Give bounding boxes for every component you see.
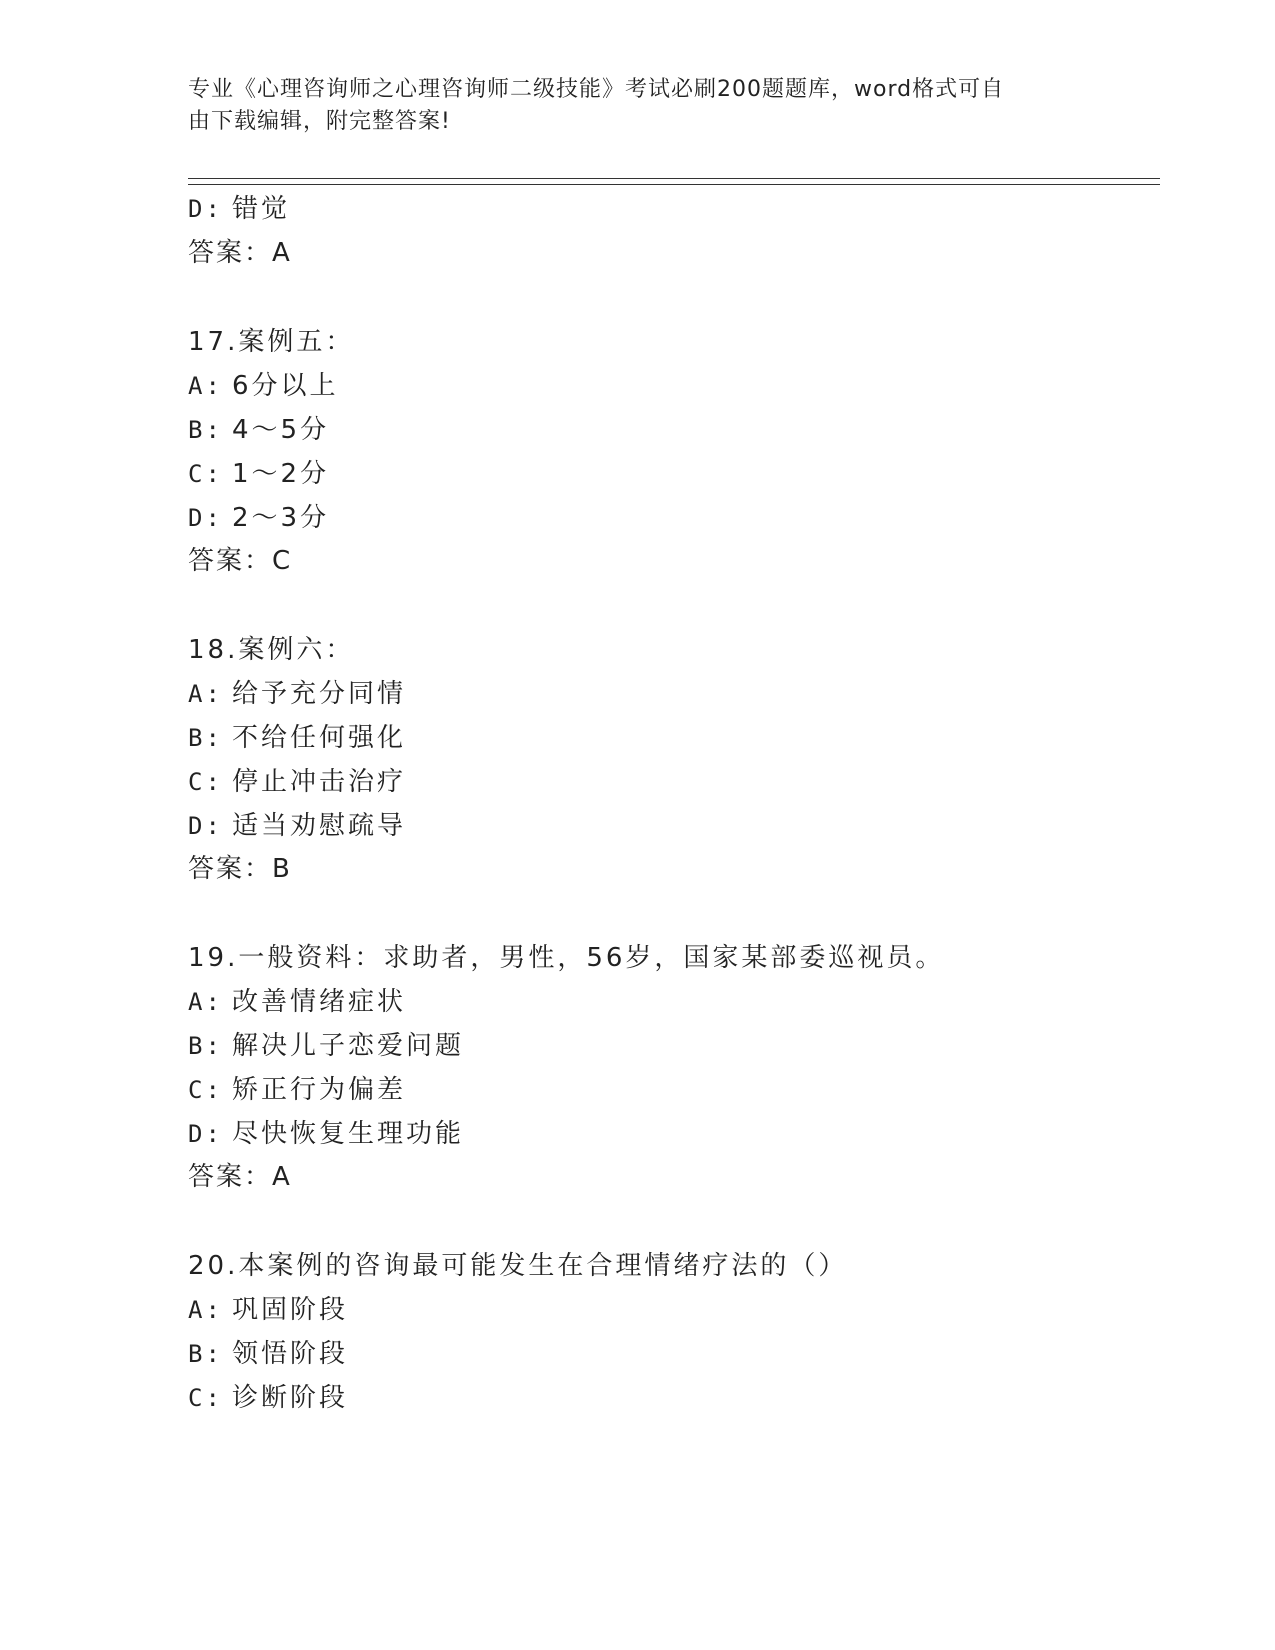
option-text: 2～3分 — [232, 503, 330, 533]
option-line — [188, 1117, 464, 1151]
option-line — [188, 1029, 464, 1063]
option-line — [188, 721, 406, 755]
question-stem: 18.案例六： — [188, 635, 355, 665]
option-text: 4～5分 — [232, 415, 330, 445]
option-line — [188, 1293, 348, 1327]
answer-line: 答案：A — [188, 1162, 292, 1192]
option-label: D: — [188, 1120, 223, 1148]
option-line — [188, 1381, 348, 1415]
option-text: 不给任何强化 — [232, 723, 407, 753]
option-text: 诊断阶段 — [232, 1383, 349, 1413]
option-line — [188, 1073, 406, 1107]
option-text: 1～2分 — [232, 459, 330, 489]
option-text: 解决儿子恋爱问题 — [232, 1031, 465, 1061]
option-label: D: — [188, 195, 223, 223]
option-text: 领悟阶段 — [232, 1339, 349, 1369]
option-label: C: — [188, 768, 223, 796]
option-text: 矫正行为偏差 — [232, 1075, 407, 1105]
option-label: C: — [188, 1076, 223, 1104]
option-label: C: — [188, 460, 223, 488]
option-line — [188, 457, 329, 491]
option-label: A: — [188, 680, 223, 708]
option-text: 适当劝慰疏导 — [232, 811, 407, 841]
answer-line: 答案：B — [188, 854, 292, 884]
option-text: 改善情绪症状 — [232, 987, 407, 1017]
question-stem: 17.案例五： — [188, 327, 355, 357]
option-text: 给予充分同情 — [232, 679, 407, 709]
header-divider — [188, 178, 1160, 185]
question-stem: 20.本案例的咨询最可能发生在合理情绪疗法的（） — [188, 1251, 848, 1281]
header-line-2: 由下载编辑，附完整答案! — [188, 109, 451, 134]
option-line — [188, 1337, 348, 1371]
option-line — [188, 192, 290, 226]
option-label: C: — [188, 1384, 223, 1412]
option-line — [188, 369, 339, 403]
option-text: 尽快恢复生理功能 — [232, 1119, 465, 1149]
option-label: D: — [188, 504, 223, 532]
option-line — [188, 413, 329, 447]
option-text: 错觉 — [232, 194, 291, 224]
document-header — [188, 74, 1068, 138]
option-line — [188, 677, 406, 711]
option-label: B: — [188, 1340, 223, 1368]
option-label: B: — [188, 416, 223, 444]
option-label: A: — [188, 1296, 223, 1324]
option-text: 巩固阶段 — [232, 1295, 349, 1325]
option-text: 停止冲击治疗 — [232, 767, 407, 797]
option-label: B: — [188, 724, 223, 752]
option-label: B: — [188, 1032, 223, 1060]
option-line — [188, 809, 406, 843]
option-label: A: — [188, 988, 223, 1016]
question-stem: 19.一般资料：求助者，男性，56岁，国家某部委巡视员。 — [188, 943, 945, 973]
answer-line: 答案：A — [188, 238, 292, 268]
answer-line: 答案：C — [188, 546, 293, 576]
option-line — [188, 765, 406, 799]
option-label: A: — [188, 372, 223, 400]
option-label: D: — [188, 812, 223, 840]
header-line-1: 专业《心理咨询师之心理咨询师二级技能》考试必刷200题题库，word格式可自 — [188, 77, 1005, 102]
option-line — [188, 985, 406, 1019]
option-line — [188, 501, 329, 535]
option-text: 6分以上 — [232, 371, 339, 401]
